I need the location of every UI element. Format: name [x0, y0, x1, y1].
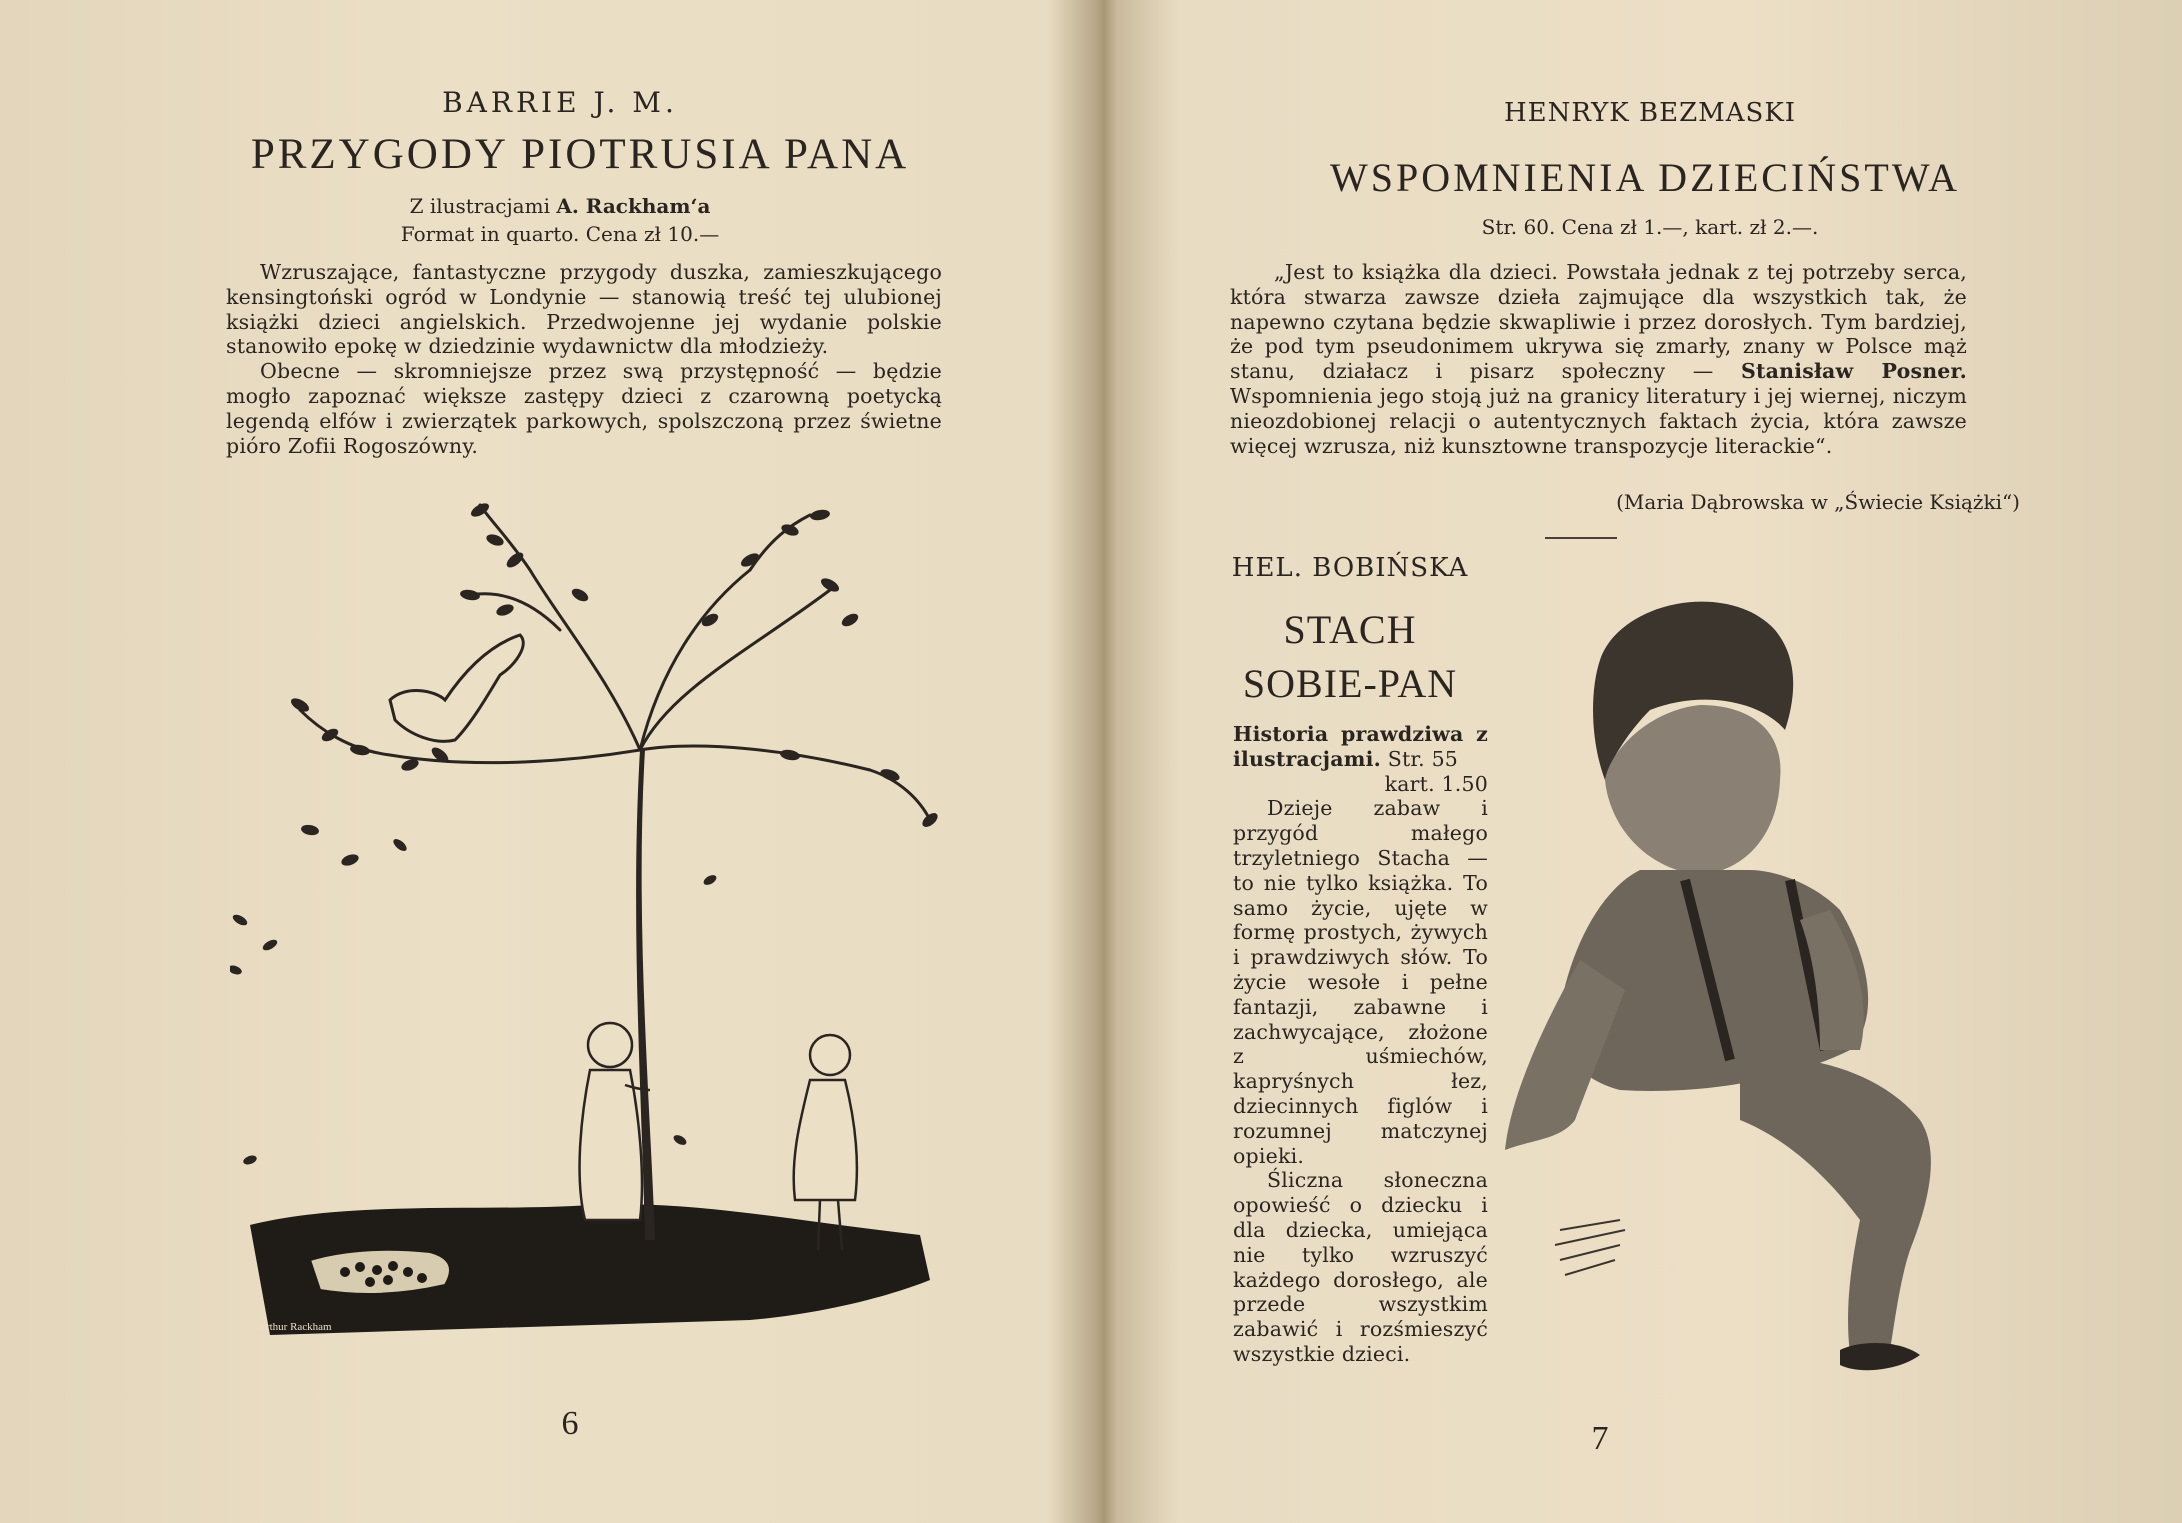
paragraph: Wzruszające, fantastyczne przygody duszka, zamieszkującego kensingtoński ogród w Londynie — stanowią treść tej ulubionej książki dzieci angielskich. Przedwojenne jej wydanie polskie stanowiło epokę w dziedzinie wydawnictw dla młodzieży. [226, 260, 942, 359]
author-bezmaski: HENRYK BEZMASKI [1503, 98, 1797, 128]
tree-leaves [289, 501, 940, 868]
illustrator-name: A. Rackham‘a [556, 194, 711, 218]
quote-source: (Maria Dąbrowska w „Świecie Książki“) [1616, 490, 2020, 514]
toddler-foot [1840, 1343, 1920, 1370]
subtitle-stach [1233, 722, 1488, 772]
meta-price: kart. 1.50 [1384, 771, 1488, 796]
quote-paragraph [1230, 260, 1967, 458]
quote-name: Stanisław Posner. [1740, 359, 1967, 384]
section-divider [1545, 537, 1617, 539]
paragraph: Dzieje zabaw i przygód małego trzyletniego Stacha — to nie tylko książka. To samo życie, ujęte w formę prostych, żywych i prawdziwych słów. To życie wesołe i pełne fantazji, zabawne i zachwycające, złożone z uśmiechów, kapryśnych łez, dziecinnych figlów i rozumnej matczynej opieki. [1233, 796, 1488, 1168]
girl-standing [794, 1035, 857, 1250]
description-stach [1233, 722, 1488, 1367]
toddler-leg [1740, 1058, 1931, 1356]
right-page [1100, 0, 2182, 1523]
tree-illustration [230, 500, 950, 1340]
description-piotrus [226, 260, 942, 458]
page-number-left: 6 [561, 1405, 579, 1442]
artist-signature: Arthur Rackham [258, 1321, 332, 1333]
quote-wspomnienia [1230, 260, 1967, 458]
paragraph: Obecne — skromniejsze przez swą przystępność — będzie mogło zapoznać większe zastępy dzieci z czarowną poetycką legendą elfów i zwierzątek parkowych, spolszczoną przez świetne pióro Zofii Rogoszówny. [226, 359, 942, 458]
cat-in-tree [390, 635, 523, 741]
title-piotrus-pan: PRZYGODY PIOTRUSIA PANA [250, 131, 910, 178]
author-bobinska: HEL. BOBIŃSKA [1231, 553, 1469, 583]
illustrations-prefix: Z ilustracjami [409, 194, 550, 218]
quote-part-2: Wspomnienia jego stoją już na granicy literatury i jej wiernej, niczym nieozdobionej relacji o autentycznych faktach życia, która zawsze więcej wzrusza, niż kunsztowne transpozycje literackie“. [1230, 383, 1967, 458]
scribble-shadow [1555, 1220, 1625, 1275]
toddler-illustration [1500, 580, 2100, 1380]
title-wspomnienia: WSPOMNIENIA DZIECIŃSTWA [1329, 155, 1961, 200]
author-barrie: BARRIE J. M. [442, 86, 678, 119]
paragraph: Śliczna słoneczna opowieść o dziecku i dla dziecka, umiejąca nie tylko wzruszyć każdego dorosłego, ale przede wszystkim zabawić i rozśmieszyć wszystkie dzieci. [1233, 1168, 1488, 1366]
tree-branches [300, 505, 930, 820]
illustrations-line [300, 194, 820, 218]
title-stach-line1: STACH [1283, 607, 1417, 652]
meta-pages: Str. 55 [1387, 746, 1459, 771]
page-number-right: 7 [1591, 1420, 1609, 1457]
title-stach-line2: SOBIE-PAN [1242, 661, 1458, 706]
format-price: Format in quarto. Cena zł 10.— [400, 222, 720, 246]
subtitle-bold: Historia prawdziwa z ilustracjami. [1233, 722, 1488, 771]
quote-part-1: „Jest to książka dla dzieci. Powstała jednak z tej potrzeby serca, która stwarza zawsze dzieła zajmujące dla wszystkich tak, że napewno czytana będzie skwapliwie i przez dorosłych. Tym bardziej, że pod tym pseudonimem ukrywa się zmarły, znany w Polsce mąż stanu, działacz i pisarz społeczny — [1230, 260, 1967, 384]
meta-wspomnienia: Str. 60. Cena zł 1.—, kart. zł 2.—. [1481, 215, 1819, 239]
